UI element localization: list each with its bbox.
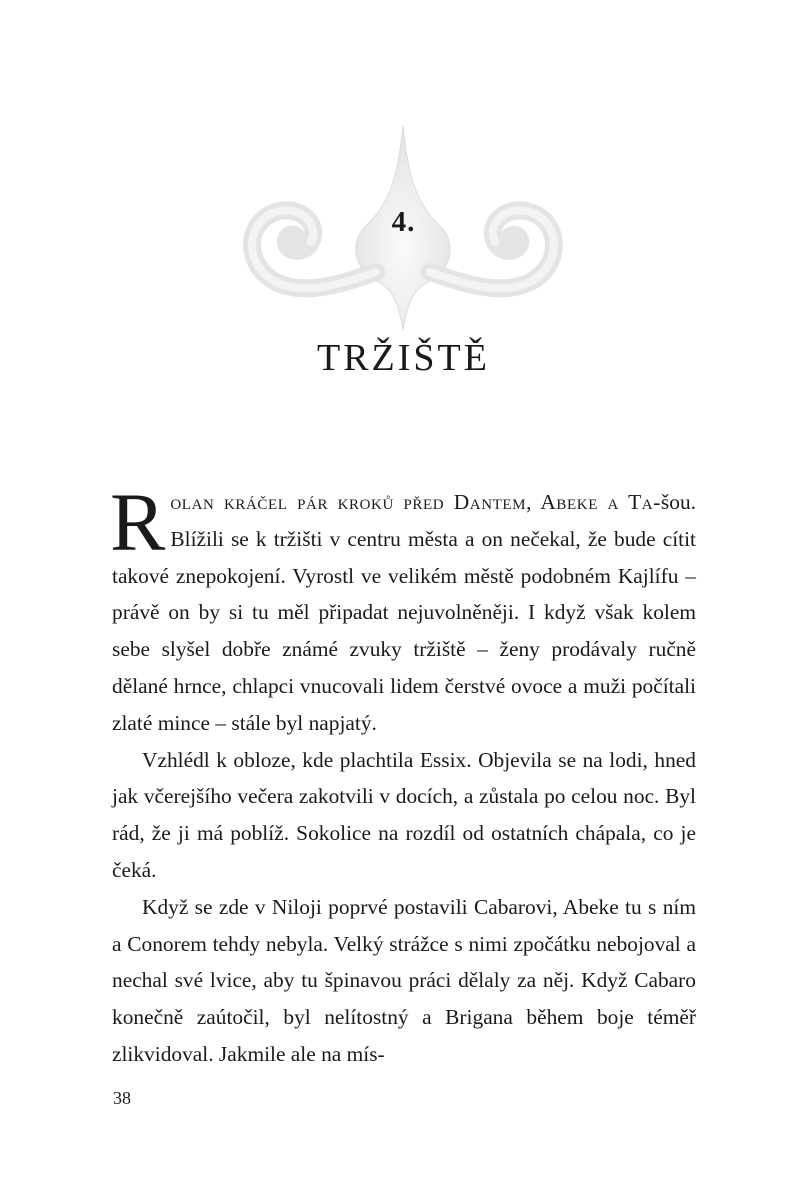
- paragraph: Vzhlédl k obloze, kde plachtila Essix. Objevila se na lodi, hned jak včerejšího večera zakotvili v docích, a zůstala po celou noc. Byl rád, že ji má poblíž. Sokolice na rozdíl od ostatních chápala, co je čeká.: [112, 747, 696, 882]
- chapter-number: 4.: [391, 206, 416, 238]
- page-number: 38: [113, 1088, 131, 1108]
- paragraph: Když se zde v Niloji poprvé postavili Cabarovi, Abeke tu s ním a Conorem tehdy nebyla. Velký strážce s nimi zpočátku nebojoval a nechal své lvice, aby tu špinavou práci dělaly za něj. Když Cabaro konečně zaútočil, byl nelítostný a Brigana během boje téměř zlikvidoval. Jakmile ale na mís-: [112, 894, 696, 1066]
- lead-in: olan kráčel pár kroků před Dantem, Abeke a Ta-: [170, 490, 661, 514]
- drop-cap: R: [110, 476, 166, 568]
- chapter-title: TRŽIŠTĚ: [317, 337, 490, 379]
- paragraph-text: šou. Blížili se k tržišti v centru města a on nečekal, že bude cítit takové znepokojení. Vyrostl ve velikém městě podobném Kajlífu – právě on by si tu měl připadat nejuvolněněji. I když však kolem sebe slyšel dobře známé zvuky tržiště – ženy prodávaly ručně dělané hrnce, chlapci vnucovali lidem čerstvé ovoce a muži počítali zlaté mince – stále byl napjatý.: [112, 490, 696, 735]
- paragraph: [110, 476, 696, 742]
- body-text: [110, 476, 696, 1073]
